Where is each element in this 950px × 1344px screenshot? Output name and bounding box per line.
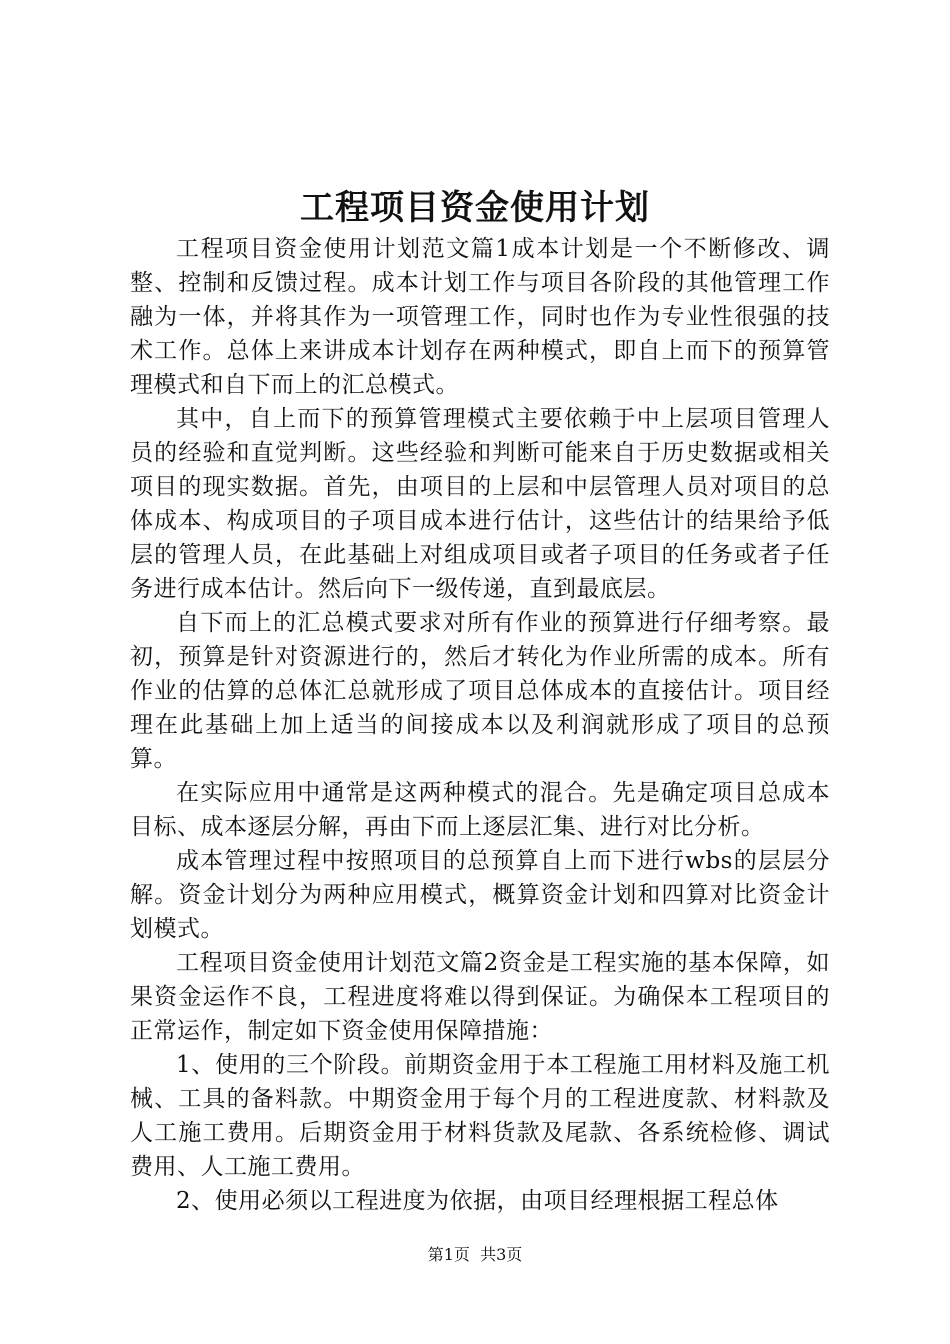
- paragraph: 工程项目资金使用计划范文篇2资金是工程实施的基本保障，如果资金运作不良，工程进度将难以得到保证。为确保本工程项目的正常运作，制定如下资金使用保障措施：: [130, 950, 830, 1044]
- paragraph: 1、使用的三个阶段。前期资金用于本工程施工用材料及施工机械、工具的备料款。中期资金用于每个月的工程进度款、材料款及人工施工费用。后期资金用于材料货款及尾款、各系统检修、调试费用、人工施工费用。: [130, 1052, 830, 1180]
- page-footer: [0, 1244, 950, 1266]
- paragraph: 成本管理过程中按照项目的总预算自上而下进行wbs的层层分解。资金计划分为两种应用模式，概算资金计划和四算对比资金计划模式。: [130, 848, 830, 942]
- footer-separator: [470, 1245, 480, 1264]
- document-title: 工程项目资金使用计划: [300, 188, 650, 228]
- paragraph: 工程项目资金使用计划范文篇1成本计划是一个不断修改、调整、控制和反馈过程。成本计划工作与项目各阶段的其他管理工作融为一体，并将其作为一项管理工作，同时也作为专业性很强的技术工作。总体上来讲成本计划存在两种模式，即自上而下的预算管理模式和自下而上的汇总模式。: [130, 236, 830, 398]
- document-body: [130, 232, 830, 1218]
- paragraph: 在实际应用中通常是这两种模式的混合。先是确定项目总成本目标、成本逐层分解，再由下而上逐层汇集、进行对比分析。: [130, 780, 830, 840]
- paragraph: 自下而上的汇总模式要求对所有作业的预算进行仔细考察。最初，预算是针对资源进行的，然后才转化为作业所需的成本。所有作业的估算的总体汇总就形成了项目总体成本的直接估计。项目经理在此基础上加上适当的间接成本以及利润就形成了项目的总预算。: [130, 610, 830, 772]
- page-number: 第1页: [427, 1245, 470, 1264]
- paragraph: 其中，自上而下的预算管理模式主要依赖于中上层项目管理人员的经验和直觉判断。这些经验和判断可能来自于历史数据或相关项目的现实数据。首先，由项目的上层和中层管理人员对项目的总体成本、构成项目的子项目成本进行估计，这些估计的结果给予低层的管理人员，在此基础上对组成项目或者子项目的任务或者子任务进行成本估计。然后向下一级传递，直到最底层。: [130, 406, 830, 602]
- page-total: 共3页: [480, 1245, 523, 1264]
- paragraph: 2、使用必须以工程进度为依据，由项目经理根据工程总体: [176, 1188, 779, 1214]
